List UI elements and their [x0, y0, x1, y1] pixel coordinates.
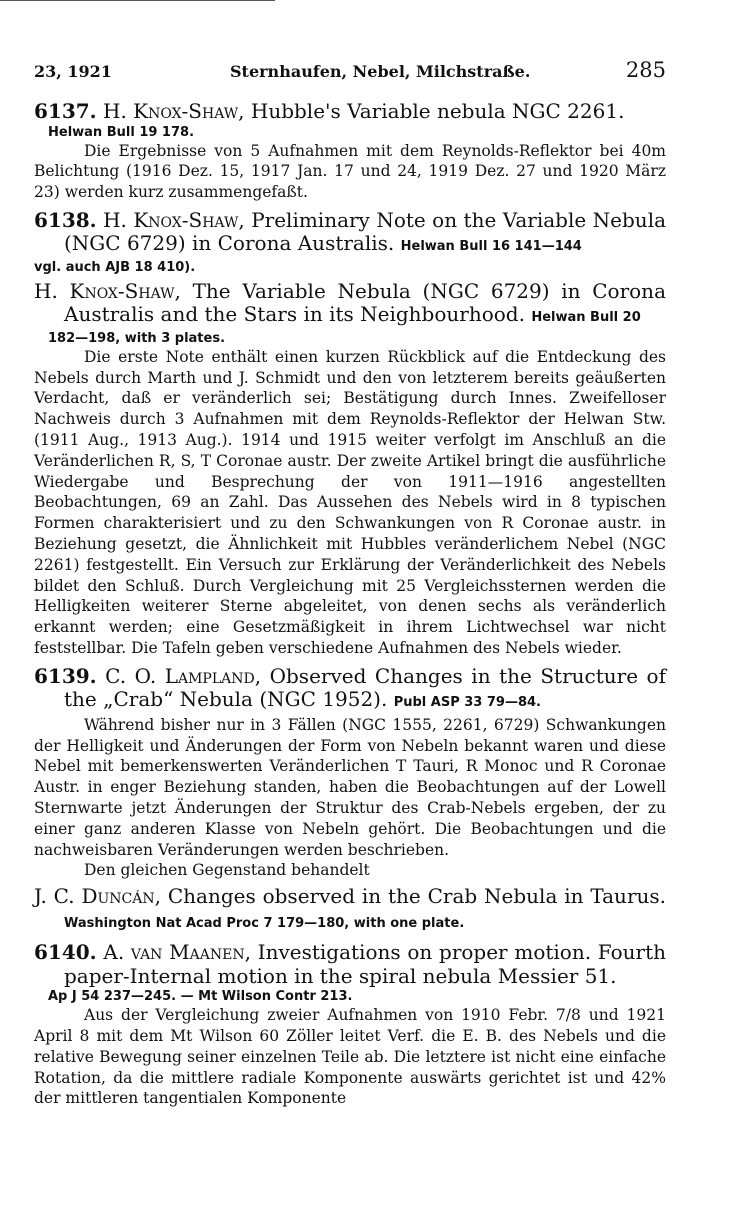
- entry-number: 6140.: [34, 940, 97, 965]
- entry-title: Investigations on proper motion. Fourth paper-Internal motion in the spiral nebula Messier 51.: [64, 940, 666, 988]
- entry-source: Helwan Bull 16 141—144: [400, 239, 582, 255]
- entry-heading: [34, 100, 666, 124]
- entry-author: H. Knox-Shaw,: [34, 278, 181, 303]
- entry-author: H. Knox-Shaw,: [103, 99, 245, 123]
- header-issue: 23, 1921: [34, 62, 112, 81]
- entry-title: Preliminary Note on the Variable Nebula (NGC 6729) in Corona Australis.: [64, 207, 667, 256]
- entry-heading-second: [34, 280, 666, 330]
- entry-heading: [34, 665, 666, 715]
- entry-abstract: Die Ergebnisse von 5 Aufnahmen mit dem Reynolds-Reflektor bei 40m Belichtung (1916 Dez. 15, 1917 Jan. 17 und 24, 1919 Dez. 27 und 1920 März 23) werden kurz zusammengefaßt.: [34, 141, 666, 202]
- entry-source: Helwan Bull 20: [531, 310, 641, 326]
- entry-source: Ap J 54 237—245. — Mt Wilson Contr 213.: [48, 989, 353, 1005]
- header-section-title: Sternhaufen, Nebel, Milchstraße.: [230, 62, 531, 81]
- entry-heading: [34, 209, 666, 259]
- page-body: [34, 100, 666, 1109]
- entry-author: C. O. Lampland,: [105, 663, 262, 688]
- entry-title: The Variable Nebula (NGC 6729) in Corona Australis and the Stars in its Neighbourhood.: [64, 278, 666, 327]
- entry-6138: [34, 209, 666, 659]
- entry-number: 6138.: [34, 207, 97, 232]
- entry-author: J. C. Duncán,: [34, 884, 161, 909]
- entry-number: 6139.: [34, 663, 97, 688]
- entry-heading: [34, 941, 666, 988]
- entry-source-continued: 182—198, with 3 plates.: [48, 330, 226, 346]
- entry-abstract: Aus der Vergleichung zweier Aufnahmen von 1910 Febr. 7/8 und 1921 April 8 mit dem Mt Wilson 60 Zöller leitet Verf. die E. B. des Nebels und die relative Bewegung seiner einzelnen Teile ab. Die letztere ist nicht eine einfache Rotation, da die mittlere radiale Komponente auswärts gerichtet ist und 42% der mittleren tangentialen Komponente: [34, 1006, 666, 1108]
- entry-6137: [34, 100, 666, 203]
- entry-abstract: Während bisher nur in 3 Fällen (NGC 1555, 2261, 6729) Schwankungen der Helligkeit und Änderungen der Form von Nebeln bekannt waren und diese Nebel mit bemerkenswerten Veränderlichen T Tauri, R Monoc und R Coronae Austr. in enger Beziehung standen, haben die Beobachtungen auf der Lowell Sternwarte jetzt Änderungen der Struktur des Crab-Nebels ergeben, der zu einer ganz anderen Klasse von Nebeln gehört. Die Beobachtungen und die nachweisbaren Veränderungen werden beschrieben.: [34, 715, 666, 859]
- entry-note: Den gleichen Gegenstand behandelt: [84, 861, 370, 880]
- entry-title: Hubble's Variable nebula NGC 2261.: [250, 99, 625, 123]
- entry-author: A. van Maanen,: [103, 940, 251, 965]
- entry-6139: [34, 665, 666, 935]
- entry-source: Publ ASP 33 79—84.: [393, 695, 541, 711]
- entry-6140: [34, 941, 666, 1109]
- entry-number: 6137.: [34, 99, 97, 123]
- entry-author: H. Knox-Shaw,: [103, 207, 245, 232]
- entry-abstract: Die erste Note enthält einen kurzen Rückblick auf die Entdeckung des Nebels durch Marth und J. Schmidt und den von letzterem bereits geäußerten Verdacht, daß er veränderlich sei; Bestätigung durch Innes. Zweifelloser Nachweis durch 3 Aufnahmen mit dem Reynolds-Reflektor der Helwan Stw. (1911 Aug., 1913 Aug.). 1914 und 1915 weiter verfolgt im Anschluß an die Veränderlichen R, S, T Coronae austr. Der zweite Artikel bringt die ausführliche Wiedergabe und Besprechung der von 1911—1916 angestellten Beobachtungen, 69 an Zahl. Das Aussehen des Nebels wird in 8 typischen Formen charakterisiert und zu den Schwankungen von R Coronae austr. in Beziehung gesetzt, die Ähnlichkeit mit Hubbles veränderlichem Nebel (NGC 2261) festgestellt. Ein Versuch zur Erklärung der Veränderlichkeit des Nebels bildet den Schluß. Durch Vergleichung mit 25 Vergleichssternen werden die Helligkeiten weiterer Sterne abgeleitet, von denen sechs als veränderlich erkannt werden; eine Gesetzmäßigkeit in ihrem Lichtwechsel war nicht feststellbar. Die Tafeln geben verschiedene Aufnahmen des Nebels wieder.: [34, 347, 666, 658]
- top-rule: [0, 0, 275, 1]
- page-number: 285: [625, 58, 666, 82]
- entry-source: Helwan Bull 19 178.: [48, 124, 195, 140]
- entry-heading-second: [34, 885, 666, 935]
- entry-source: Washington Nat Acad Proc 7 179—180, with one plate.: [64, 915, 465, 931]
- entry-source-continued: vgl. auch AJB 18 410).: [34, 259, 196, 275]
- running-header: [34, 58, 666, 84]
- entry-title: Observed Changes in the Structure of the „Crab“ Nebula (NGC 1952).: [64, 663, 667, 712]
- entry-title: Changes observed in the Crab Nebula in Taurus.: [167, 884, 667, 909]
